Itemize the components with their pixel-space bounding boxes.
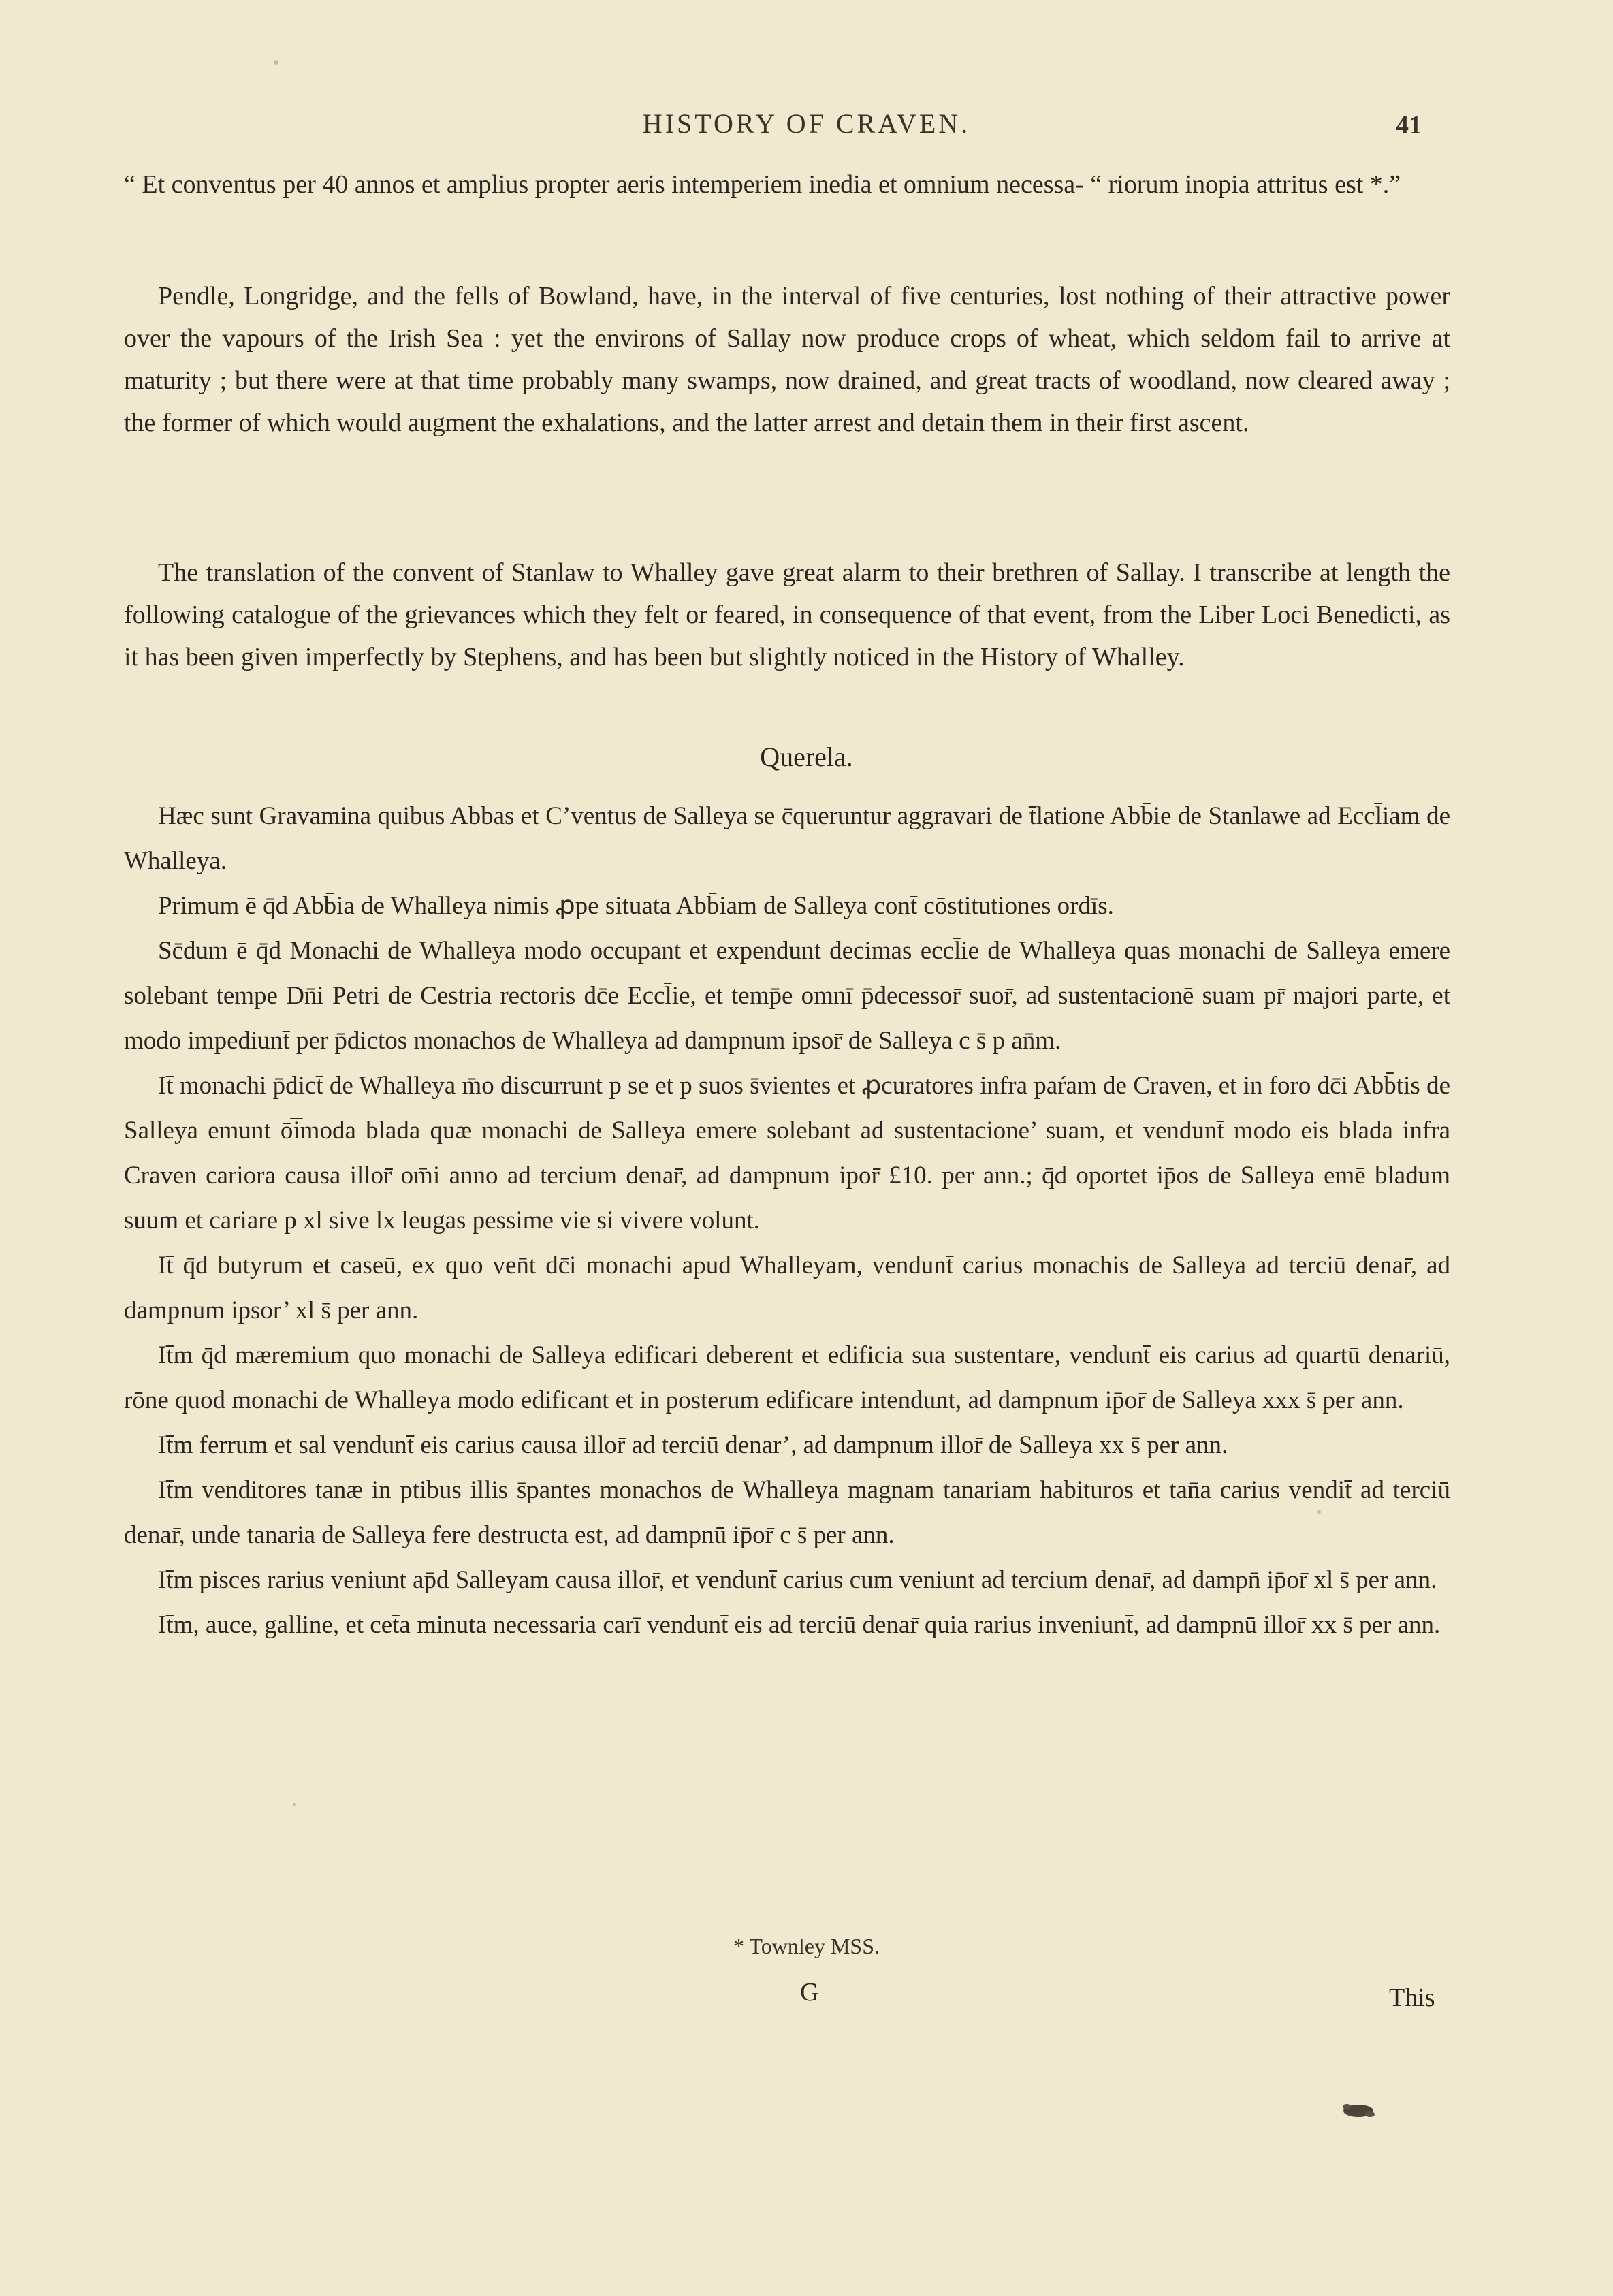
latin-paragraph: It̄m venditores tanæ in ptibus illis s̄pantes monachos de Whalleya magnam tanariam habituros et tan̄a carius vendit̄ ad terciū denar̄, unde tanaria de Salleya fere destructa est, ad dampnū ip̄or̄ c s̄ per ann. xyxy=(124,1476,1450,1549)
section-heading: Querela. xyxy=(760,742,853,772)
latin-paragraph: Hæc sunt Gravamina quibus Abbas et C’ventus de Salleya se c̄queruntur aggravari de t̄latione Abb̄ie de Stanlawe ad Eccl̄iam de Whalleya. xyxy=(124,802,1450,875)
latin-paragraph: Primum ē q̄d Abb̄ia de Whalleya nimis ꝓpe situata Abb̄iam de Salleya cont̄ cōstitutiones ordīs. xyxy=(158,892,1114,920)
paragraph-pendle: Pendle, Longridge, and the fells of Bowland, have, in the interval of five centuries, lost nothing of their attractive power over the vapours of the Irish Sea : yet the environs of Sallay now produce crops of wheat, which seldom fail to arrive at maturity ; but there were at that time probably many swamps, now drained, and great tracts of woodland, now cleared away ; the former of which would augment the exhalations, and the latter arrest and detain them in their first ascent. xyxy=(124,282,1450,437)
latin-paragraph: It̄m pisces rarius veniunt ap̄d Salleyam causa illor̄, et vendunt̄ carius cum veniunt ad tercium denar̄, ad dampn̄ ip̄or̄ xl s̄ per ann. xyxy=(158,1566,1437,1594)
page-number: 41 xyxy=(1396,111,1422,140)
running-head: HISTORY OF CRAVEN. xyxy=(642,108,971,139)
latin-paragraph: It̄m q̄d mæremium quo monachi de Salleya edificari deberent et edificia sua sustentare, vendunt̄ eis carius ad quartū denariū, rōne quod monachi de Whalleya modo edificant et in posterum edificare intendunt, ad dampnum ip̄or̄ de Salleya xxx s̄ per ann. xyxy=(124,1341,1450,1414)
ink-ornament xyxy=(1335,2097,1382,2124)
footnote: * Townley MSS. xyxy=(733,1934,880,1958)
catchword: This xyxy=(1389,1983,1435,2012)
latin-paragraph: It̄ q̄d butyrum et caseū, ex quo ven̄t dc̄i monachi apud Whalleyam, vendunt̄ carius monachis de Salleya ad terciū denar̄, ad dampnum ipsor’ xl s̄ per ann. xyxy=(124,1251,1450,1324)
latin-paragraph: It̄m ferrum et sal vendunt̄ eis carius causa illor̄ ad terciū denar’, ad dampnum illor̄ de Salleya xx s̄ per ann. xyxy=(158,1431,1228,1459)
signature-mark: G xyxy=(800,1978,819,2007)
paper-speck xyxy=(293,1803,296,1806)
latin-paragraph: It̄ monachi p̄dict̄ de Whalleya m̄o discurrunt p se et p suos s̄vientes et ꝓcuratores infra paŕam de Craven, et in foro dc̄i Abb̄tis de Salleya emunt ōi̅moda blada quæ monachi de Salleya emere solebant ad sustentacione’ suam, et vendunt̄ modo eis blada infra Craven cariora causa illor̄ om̄i anno ad tercium denar̄, ad dampnum ipor̄ £10. per ann.; q̄d oportet ip̄os de Salleya emē bladum suum et cariare p xl sive lx leugas pessime vie si vivere volunt. xyxy=(124,1072,1450,1234)
latin-paragraph: Sc̄dum ē q̄d Monachi de Whalleya modo occupant et expendunt decimas eccl̄ie de Whalleya quas monachi de Salleya emere solebant tempe Dn̄i Petri de Cestria rectoris dc̄e Eccl̄ie, et temp̄e omnī p̄decessor̄ suor̄, ad sustentacionē suam pr̄ majori parte, et modo impediunt̄ per p̄dictos monachos de Whalleya ad dampnum ipsor̄ de Salleya c s̄ p an̄m. xyxy=(124,937,1450,1055)
latin-paragraph: It̄m, auce, galline, et cet̄a minuta necessaria carī vendunt̄ eis ad terciū denar̄ quia rarius inveniunt̄, ad dampnū illor̄ xx s̄ per ann. xyxy=(158,1611,1441,1639)
opening-quote: “ Et conventus per 40 annos et amplius propter aeris intemperiem inedia et omnium necessa- “ riorum inopia attritus est *.” xyxy=(124,170,1401,199)
paper-speck xyxy=(274,60,278,65)
paper-speck xyxy=(1317,1510,1321,1514)
paragraph-translation: The translation of the convent of Stanlaw to Whalley gave great alarm to their brethren of Sallay. I transcribe at length the following catalogue of the grievances which they felt or feared, in consequence of that event, from the Liber Loci Benedicti, as it has been given imperfectly by Stephens, and has been but slightly noticed in the History of Whalley. xyxy=(124,558,1450,671)
latin-grievances xyxy=(124,794,1450,1648)
